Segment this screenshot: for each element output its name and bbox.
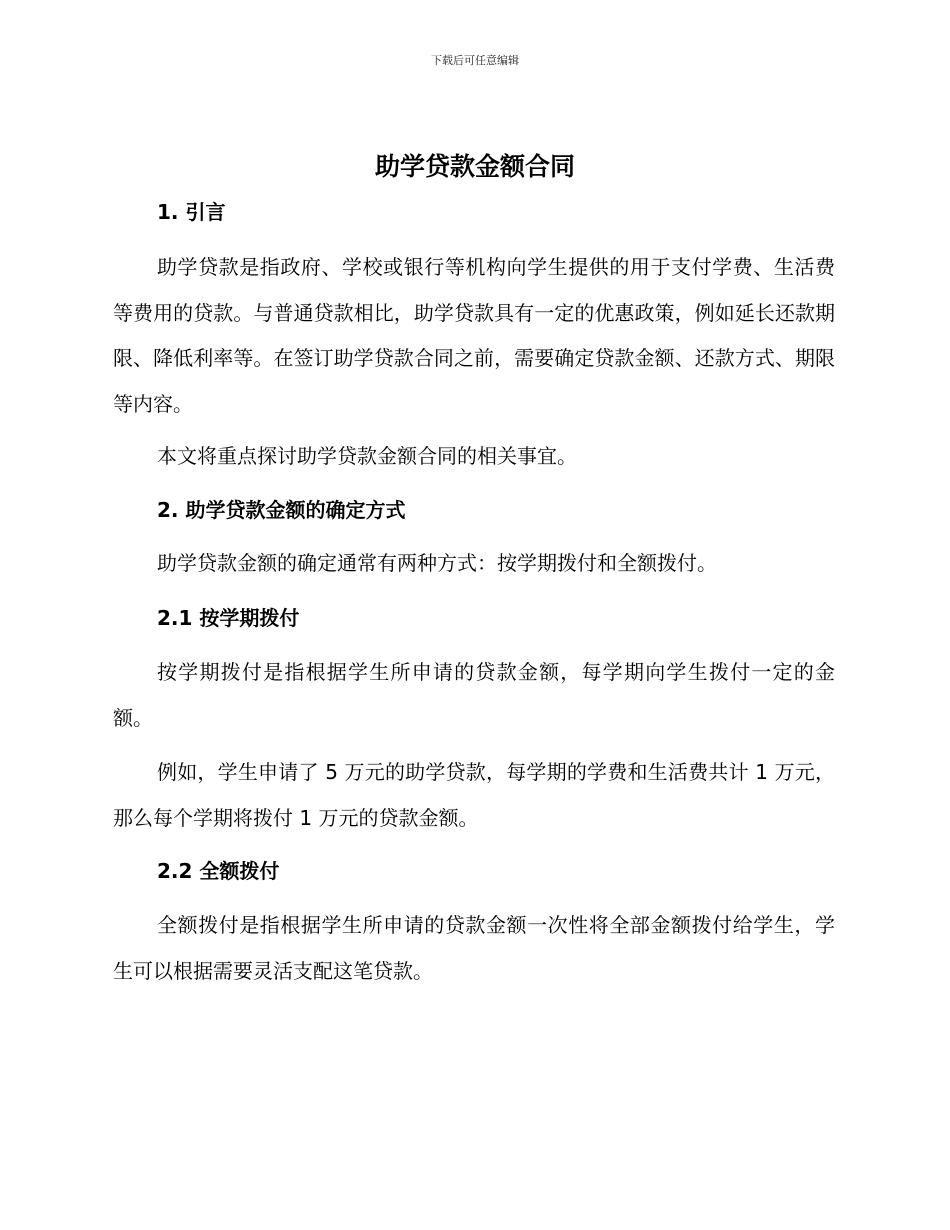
section-heading-full-amount: 2.2 全额拨付 xyxy=(157,859,280,883)
paragraph-introduction-2: 本文将重点探讨助学贷款金额合同的相关事宜。 xyxy=(157,444,577,468)
section-heading-per-semester: 2.1 按学期拨付 xyxy=(157,606,300,630)
section-heading-amount-methods: 2. 助学贷款金额的确定方式 xyxy=(157,498,406,522)
document-title: 助学贷款金额合同 xyxy=(374,152,575,181)
paragraph-per-semester-example: 例如，学生申请了 5 万元的助学贷款，每学期的学费和生活费共计 1 万元，那么每个学期将拨付 1 万元的贷款金额。 xyxy=(113,760,835,830)
paragraph-full-amount: 全额拨付是指根据学生所申请的贷款金额一次性将全部金额拨付给学生，学生可以根据需要灵活支配这笔贷款。 xyxy=(113,913,835,983)
paragraph-per-semester-1: 按学期拨付是指根据学生所申请的贷款金额，每学期向学生拨付一定的金额。 xyxy=(113,660,835,730)
section-heading-introduction: 1. 引言 xyxy=(157,200,226,224)
page-header-note: 下载后可任意编辑 xyxy=(431,54,519,67)
paragraph-amount-methods: 助学贷款金额的确定通常有两种方式：按学期拨付和全额拨付。 xyxy=(157,551,717,575)
paragraph-introduction-1: 助学贷款是指政府、学校或银行等机构向学生提供的用于支付学费、生活费等费用的贷款。与普通贷款相比，助学贷款具有一定的优惠政策，例如延长还款期限、降低利率等。在签订助学贷款合同之前，需要确定贷款金额、还款方式、期限等内容。 xyxy=(113,255,835,416)
